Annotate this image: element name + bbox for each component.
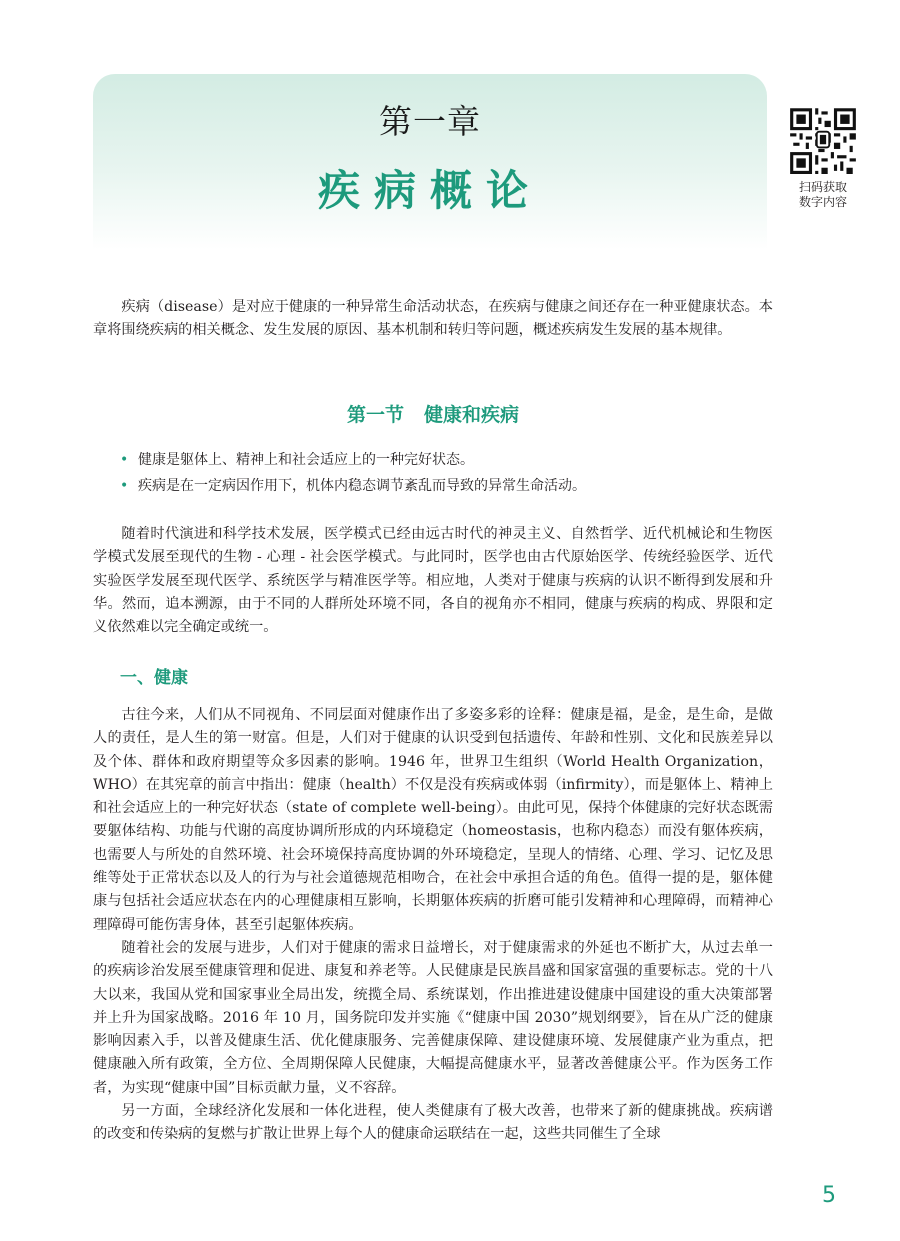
intro-paragraph-block [93,296,773,343]
summary-item-text: 健康是躯体上、精神上和社会适应上的一种完好状态。 [138,452,474,468]
qr-caption [778,180,868,210]
health-paragraph: 随着社会的发展与进步，人们对于健康的需求日益增长，对于健康需求的外延也不断扩大，从过去单一的疾病诊治发展至健康管理和促进、康复和养老等。人民健康是民族昌盛和国家富强的重要标志。党的十八大以来，我国从党和国家事业全局出发，统揽全局、系统谋划，作出推进建设健康中国建设的重大决策部署并上升为国家战略。2016 年 10 月，国务院印发并实施《“健康中国 2030”规划纲要》，旨在从广泛的健康影响因素入手，以普及健康生活、优化健康服务、完善健康保障、建设健康环境、发展健康产业为重点，把健康融入所有政策，全方位、全周期保障人民健康，大幅提高健康水平，显著改善健康公平。作为医务工作者，为实现“健康中国”目标贡献力量，义不容辞。 [93,939,773,1096]
qr-code-icon[interactable] [790,102,856,174]
section-number: 第一节 [346,404,404,426]
chapter-title: 疾病概论 [317,166,542,215]
summary-item [120,447,760,473]
health-paragraphs-block [93,704,773,1147]
section-title: 健康和疾病 [424,404,520,426]
health-paragraph: 古往今来，人们从不同视角、不同层面对健康作出了多姿多彩的诠释：健康是福，是金，是生命，是做人的责任，是人生的第一财富。但是，人们对于健康的认识受到包括遗传、年龄和性别、文化和民族差异以及个体、群体和政府期望等众多因素的影响。1946 年，世界卫生组织（World Health Organization，WHO）在其宪章的前言中指出：健康（health）不仅是没有疾病或体弱（infirmity），而是躯体上、精神上和社会适应上的一种完好状态（state of complete well-being）。由此可见，保持个体健康的完好状态既需要躯体结构、功能与代谢的高度协调所形成的内环境稳定（homeostasis，也称内稳态）而没有躯体疾病，也需要人与所处的自然环境、社会环境保持高度协调的外环境稳定，呈现人的情绪、心理、学习、记忆及思维等处于正常状态以及人的行为与社会道德规范相吻合，在社会中承担合适的角色。值得一提的是，躯体健康与包括社会适应状态在内的心理健康相互影响，长期躯体疾病的折磨可能引发精神和心理障碍，而精神心理障碍可能伤害身体，甚至引起躯体疾病。 [93,707,773,933]
page-number: 5 [822,1183,836,1208]
bullet-icon: • [120,452,129,468]
history-paragraph: 随着时代演进和科学技术发展，医学模式已经由远古时代的神灵主义、自然哲学、近代机械论和生物医学模式发展至现代的生物 - 心理 - 社会医学模式。与此同时，医学也由古代原始医学、传统经验医学、近代实验医学发展至现代医学、系统医学与精准医学等。相应地，人类对于健康与疾病的认识不断得到发展和升华。然而，追本溯源，由于不同的人群所处环境不同，各自的视角亦不相同，健康与疾病的构成、界限和定义依然难以完全确定或统一。 [93,526,773,636]
summary-item [120,473,760,499]
intro-paragraph: 疾病（disease）是对应于健康的一种异常生命活动状态，在疾病与健康之间还存在一种亚健康状态。本章将围绕疾病的相关概念、发生发展的原因、基本机制和转归等问题，概述疾病发生发展的基本规律。 [93,299,773,339]
history-paragraph-block [93,523,773,639]
qr-caption-line-2: 数字内容 [798,195,847,209]
summary-list [120,447,760,499]
chapter-number: 第一章 [379,102,481,141]
health-paragraph: 另一方面，全球经济化发展和一体化进程，使人类健康有了极大改善，也带来了新的健康挑战。疾病谱的改变和传染病的复燃与扩散让世界上每个人的健康命运联结在一起，这些共同催生了全球 [93,1103,773,1143]
summary-item-text: 疾病是在一定病因作用下，机体内稳态调节紊乱而导致的异常生命活动。 [138,478,586,494]
qr-caption-line-1: 扫码获取 [798,180,847,194]
subsection-heading: 一、健康 [120,668,188,688]
bullet-icon: • [120,478,129,494]
section-heading [93,400,773,427]
